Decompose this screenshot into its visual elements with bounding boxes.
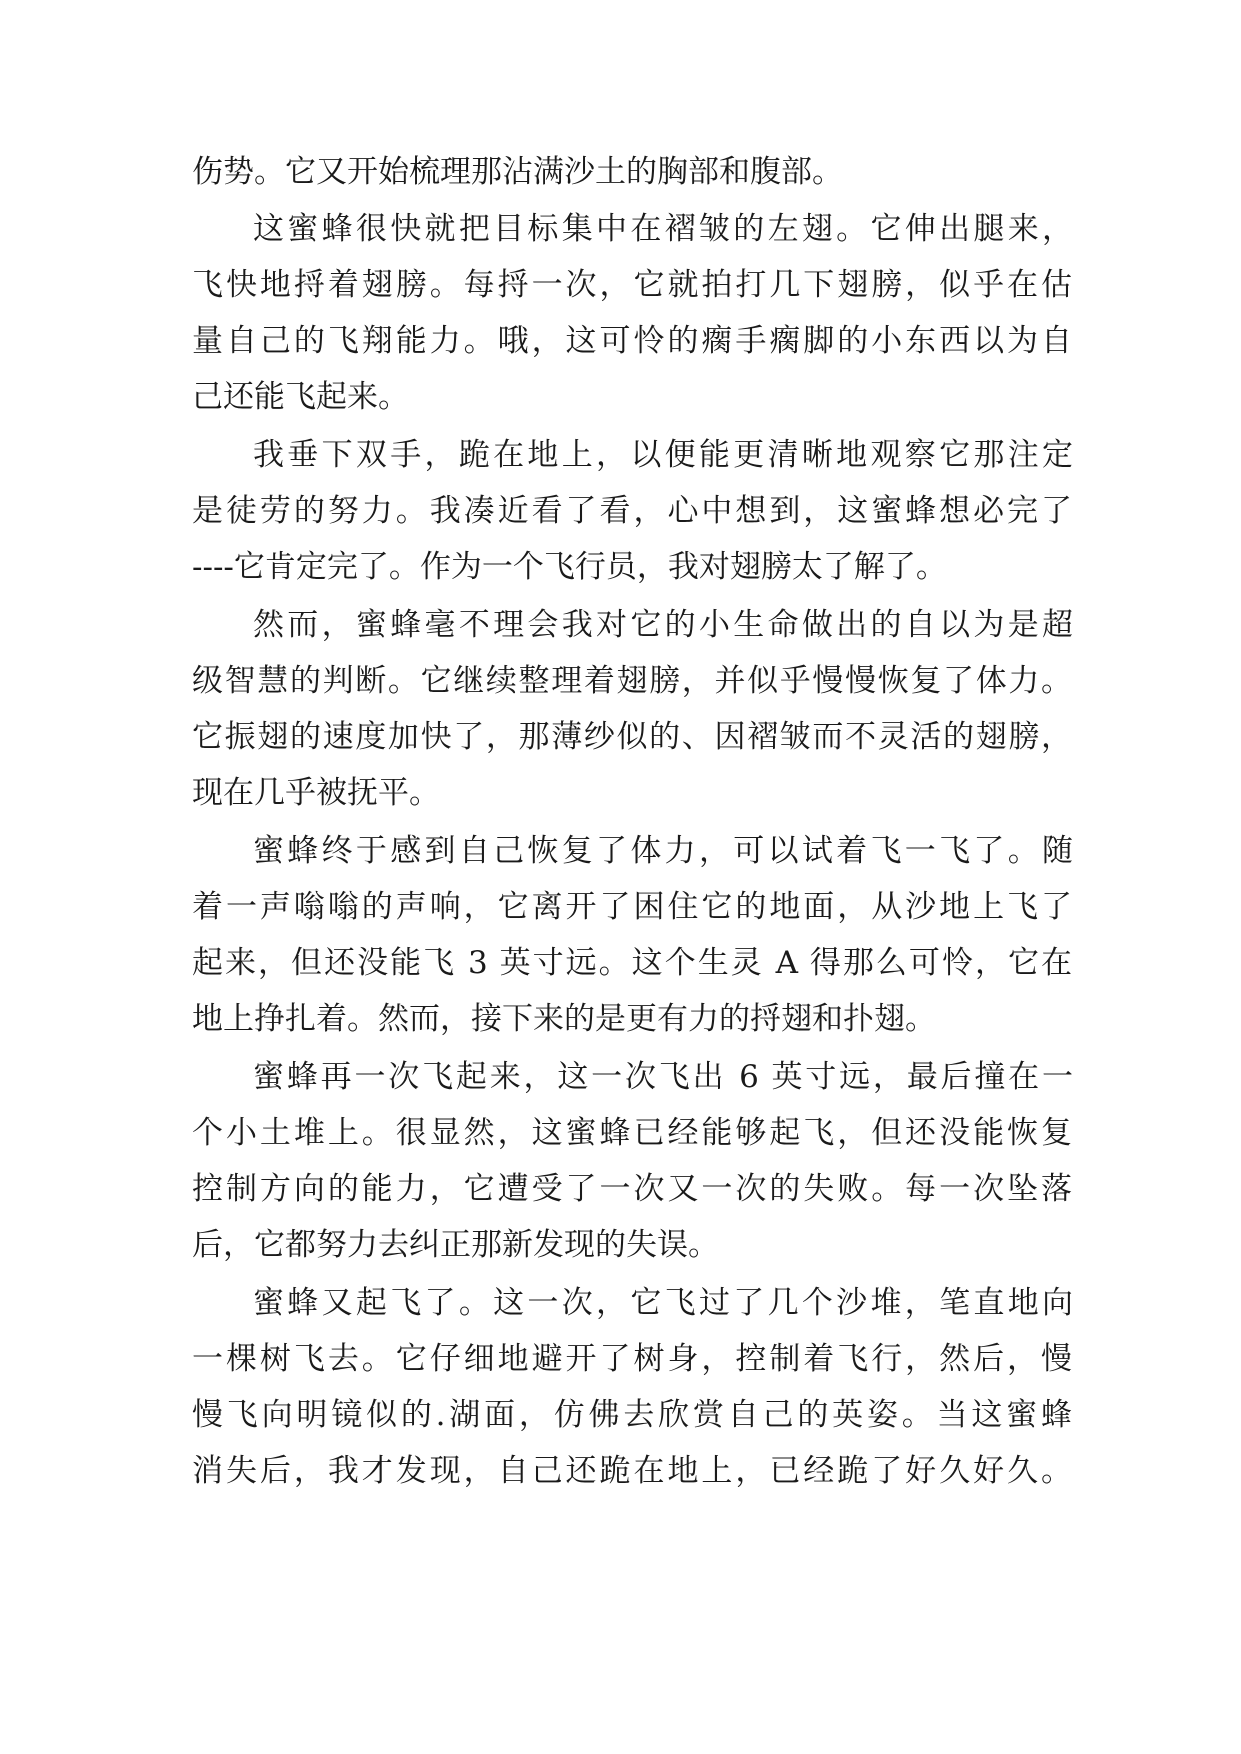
text-line-17: 蜜蜂再一次飞起来，这一次飞出 6 英寸远，最后撞在一 xyxy=(253,1059,1073,1095)
text-line-14: 着一声嗡嗡的声响，它离开了困住它的地面，从沙地上飞了 xyxy=(192,889,1072,925)
text-line-11: 它振翅的速度加快了，那薄纱似的、因褶皱而不灵活的翅膀， xyxy=(192,719,1072,755)
text-line-12: 现在几乎被抚平。 xyxy=(192,775,440,811)
text-line-13: 蜜蜂终于感到自己恢复了体力，可以试着飞一飞了。随 xyxy=(253,833,1073,869)
text-line-5: 己还能飞起来。 xyxy=(192,379,409,415)
text-line-7: 是徒劳的努力。我凑近看了看，心中想到，这蜜蜂想必完了 xyxy=(192,493,1072,529)
text-line-6: 我垂下双手，跪在地上，以便能更清晰地观察它那注定 xyxy=(253,437,1073,473)
text-line-20: 后，它都努力去纠正那新发现的失误。 xyxy=(192,1227,719,1263)
text-line-1: 伤势。它又开始梳理那沾满沙土的胸部和腹部。 xyxy=(192,154,843,190)
text-line-19: 控制方向的能力，它遭受了一次又一次的失败。每一次坠落 xyxy=(192,1171,1072,1207)
text-line-23: 慢飞向明镜似的.湖面，仿佛去欣赏自己的英姿。当这蜜蜂 xyxy=(192,1397,1072,1433)
text-line-8: ----它肯定完了。作为一个飞行员，我对翅膀太了解了。 xyxy=(192,549,947,585)
text-line-16: 地上挣扎着。然而，接下来的是更有力的捋翅和扑翅。 xyxy=(192,1001,936,1037)
text-line-2: 这蜜蜂很快就把目标集中在褶皱的左翅。它伸出腿来， xyxy=(253,211,1073,247)
text-line-21: 蜜蜂又起飞了。这一次，它飞过了几个沙堆，笔直地向 xyxy=(253,1285,1073,1321)
text-line-24: 消失后，我才发现，自己还跪在地上，已经跪了好久好久。 xyxy=(192,1453,1072,1489)
text-line-9: 然而，蜜蜂毫不理会我对它的小生命做出的自以为是超 xyxy=(253,607,1073,643)
text-line-15: 起来，但还没能飞 3 英寸远。这个生灵 A 得那么可怜，它在 xyxy=(192,945,1072,981)
text-line-3: 飞快地捋着翅膀。每捋一次，它就拍打几下翅膀，似乎在估 xyxy=(192,267,1072,303)
text-line-10: 级智慧的判断。它继续整理着翅膀，并似乎慢慢恢复了体力。 xyxy=(192,663,1072,699)
text-line-4: 量自己的飞翔能力。哦，这可怜的瘸手瘸脚的小东西以为自 xyxy=(192,323,1072,359)
text-line-18: 个小土堆上。很显然，这蜜蜂已经能够起飞，但还没能恢复 xyxy=(192,1115,1072,1151)
text-line-22: 一棵树飞去。它仔细地避开了树身，控制着飞行，然后，慢 xyxy=(192,1341,1072,1377)
